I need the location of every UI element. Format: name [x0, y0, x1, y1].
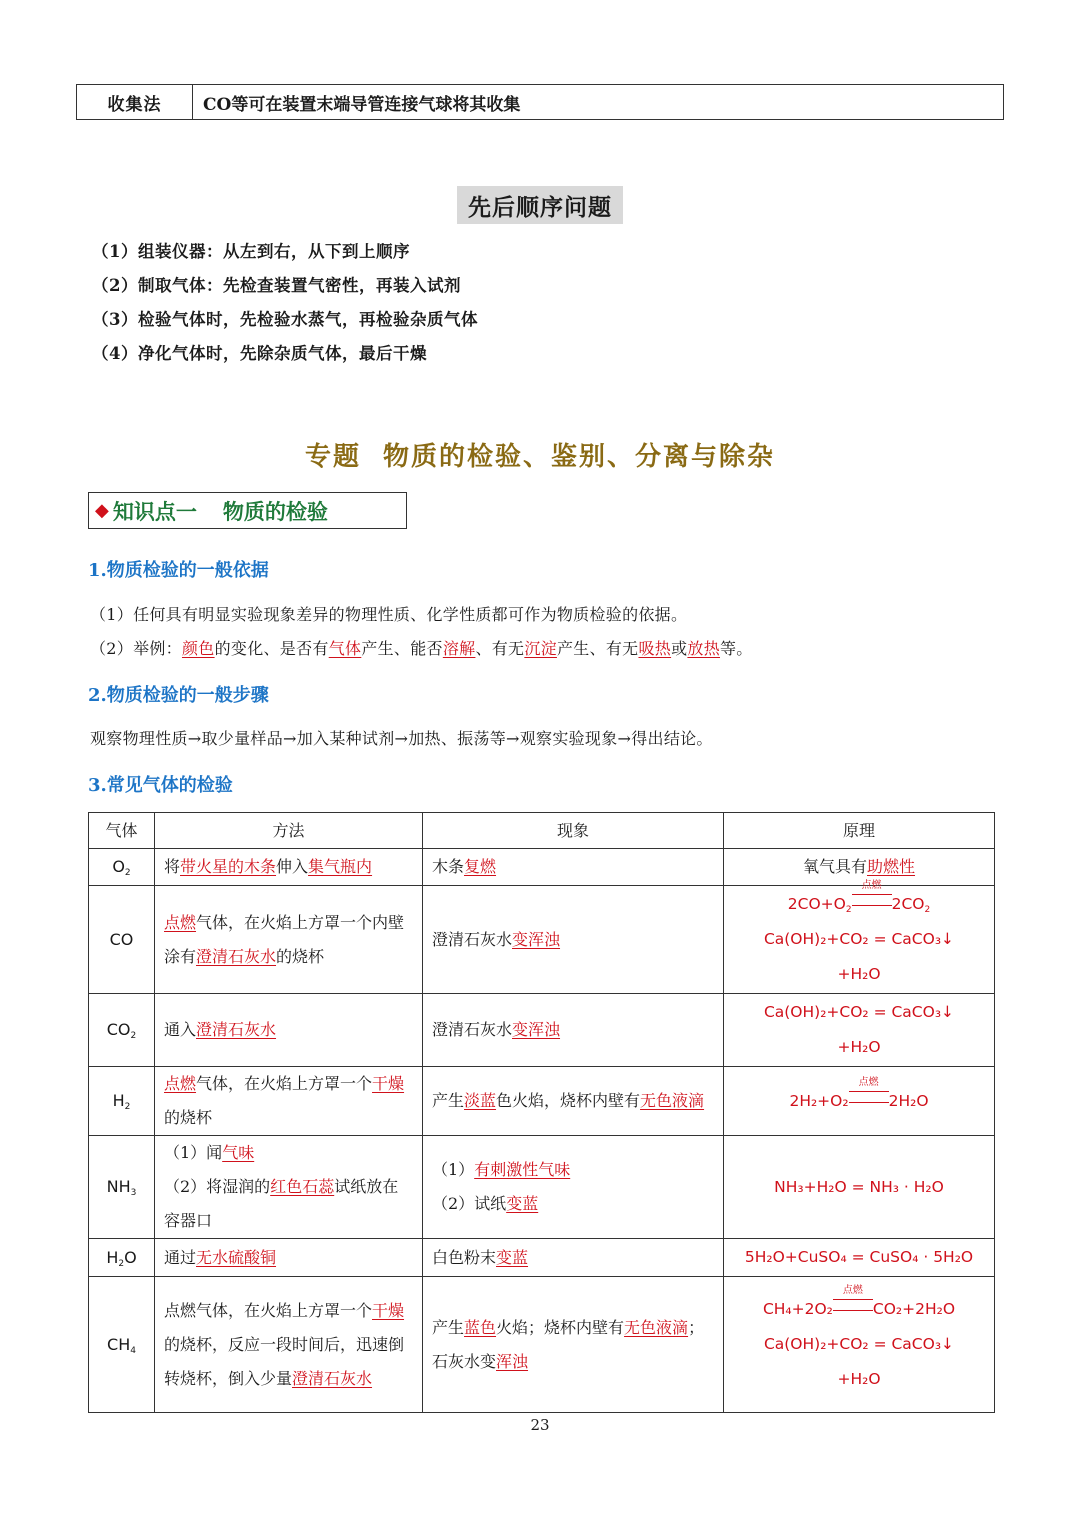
topic-title: 专题 物质的检验、鉴别、分离与除杂 [304, 442, 776, 472]
equation: Ca(OH)₂+CO₂ = CaCO₃↓ [763, 930, 955, 948]
phenomenon-cell: 白色粉末变蓝 [423, 1239, 724, 1277]
header-method: 方法 [155, 813, 423, 849]
gas-cell: CO [89, 886, 155, 994]
method-cell: 通入澄清石灰水 [155, 994, 423, 1067]
section-2-text: 观察物理性质→取少量样品→加入某种试剂→加热、振荡等→观察实验现象→得出结论。 [90, 729, 713, 748]
principle-cell [724, 880, 995, 994]
header-gas: 气体 [89, 813, 155, 849]
keyword: 吸热 [638, 639, 672, 658]
table-row-h2 [89, 1067, 995, 1136]
order-section-title: 先后顺序问题 [457, 186, 623, 224]
phenomenon-cell: （1）有刺激性气味 （2）试纸变蓝 [423, 1136, 724, 1239]
equation: +H₂O [837, 1038, 881, 1056]
gas-cell: $NH_3$ [89, 1136, 155, 1239]
principle-cell: 氧气具有助燃性 [724, 849, 995, 886]
collection-method-label: 收集法 [77, 85, 193, 119]
phenomenon-cell: 产生淡蓝色火焰，烧杯内壁有无色液滴 [423, 1067, 724, 1136]
equation: Ca(OH)₂+CO₂ = CaCO₃↓ [763, 1335, 955, 1353]
page-number: 23 [530, 1416, 550, 1434]
method-cell: 通过无水硫酸铜 [155, 1239, 423, 1277]
keyword: 放热 [687, 639, 720, 658]
gas-cell: $CO_2$ [89, 994, 155, 1067]
knowledge-point-label: 知识点一 [112, 498, 197, 524]
equation: $2CO+O_2$ 点燃 $2CO_2$ [787, 880, 931, 915]
diamond-icon: ◆ [95, 500, 109, 521]
table-row-co2 [89, 994, 995, 1067]
method-cell: 点燃气体，在火焰上方罩一个干燥的烧杯 [155, 1067, 423, 1136]
phenomenon-cell: 木条复燃 [423, 849, 724, 886]
table-header-row [89, 813, 995, 849]
order-item-1: （1）组装仪器：从左到右，从下到上顺序 [92, 242, 410, 261]
gas-cell: $CH_4$ [89, 1277, 155, 1413]
principle-cell: 5H₂O+CuSO₄ = CuSO₄ · 5H₂O [724, 1239, 995, 1277]
equation: Ca(OH)₂+CO₂ = CaCO₃↓ [763, 1003, 955, 1021]
principle-cell [724, 1067, 995, 1136]
method-cell: 点燃气体，在火焰上方罩一个干燥的烧杯，反应一段时间后，迅速倒转烧杯，倒入少量澄清石灰水 [155, 1277, 423, 1413]
keyword: 颜色 [181, 639, 215, 658]
section-2-heading: 2.物质检验的一般步骤 [88, 685, 269, 706]
order-item-2: （2）制取气体：先检查装置气密性，再装入试剂 [92, 276, 461, 295]
knowledge-point-text: 物质的检验 [222, 498, 328, 524]
condition-arrow: 点燃 [849, 1091, 889, 1103]
phenomenon-cell: 澄清石灰水变浑浊 [423, 994, 724, 1067]
gas-cell: $H_2O$ [89, 1239, 155, 1277]
equation: +H₂O [837, 1370, 881, 1388]
equation: +H₂O [837, 965, 881, 983]
principle-cell: NH₃+H₂O = NH₃ · H₂O [724, 1136, 995, 1239]
condition-arrow: 点燃 [852, 894, 892, 906]
condition-arrow: 点燃 [833, 1299, 873, 1311]
equation: CH₄+2O₂ 点燃 CO₂+2H₂O [762, 1285, 956, 1318]
section-3-heading: 3.常见气体的检验 [88, 775, 233, 796]
table-row-nh3 [89, 1136, 995, 1239]
keyword: 溶解 [442, 639, 476, 658]
section-1-line-1: （1）任何具有明显实验现象差异的物理性质、化学性质都可作为物质检验的依据。 [90, 605, 688, 624]
keyword: 气体 [328, 639, 362, 658]
principle-cell [724, 994, 995, 1067]
order-item-4: （4）净化气体时，先除杂质气体，最后干燥 [92, 344, 427, 363]
phenomenon-cell: 澄清石灰水变浑浊 [423, 886, 724, 994]
phenomenon-cell: 产生蓝色火焰；烧杯内壁有无色液滴；石灰水变浑浊 [423, 1277, 724, 1413]
method-cell: 将带火星的木条伸入集气瓶内 [155, 849, 423, 886]
header-principle: 原理 [724, 813, 995, 849]
table-row-h2o [89, 1239, 995, 1277]
principle-cell [724, 1277, 995, 1413]
gas-cell: $O_2$ [89, 849, 155, 886]
header-phenomenon: 现象 [423, 813, 724, 849]
section-1-heading: 1.物质检验的一般依据 [88, 560, 269, 581]
keyword: 沉淀 [524, 639, 557, 658]
collection-method-value: CO等可在装置末端导管连接气球将其收集 [203, 94, 521, 115]
order-item-3: （3）检验气体时，先检验水蒸气，再检验杂质气体 [92, 310, 478, 329]
equation: 2H₂+O₂ 点燃 2H₂O [789, 1076, 929, 1110]
table-row-co [89, 886, 995, 994]
table-row-ch4 [89, 1277, 995, 1413]
collection-method-table [76, 84, 1004, 120]
gas-cell: $H_2$ [89, 1067, 155, 1136]
gas-test-table [88, 812, 995, 1413]
knowledge-point-box [88, 492, 407, 529]
section-1-line-2: （2）举例：颜色的变化、是否有气体产生、能否溶解、有无沉淀产生、有无吸热或放热等。 [90, 639, 753, 658]
method-cell: （1）闻气味 （2）将湿润的红色石蕊试纸放在容器口 [155, 1136, 423, 1239]
method-cell: 点燃气体，在火焰上方罩一个内壁涂有澄清石灰水的烧杯 [155, 886, 423, 994]
